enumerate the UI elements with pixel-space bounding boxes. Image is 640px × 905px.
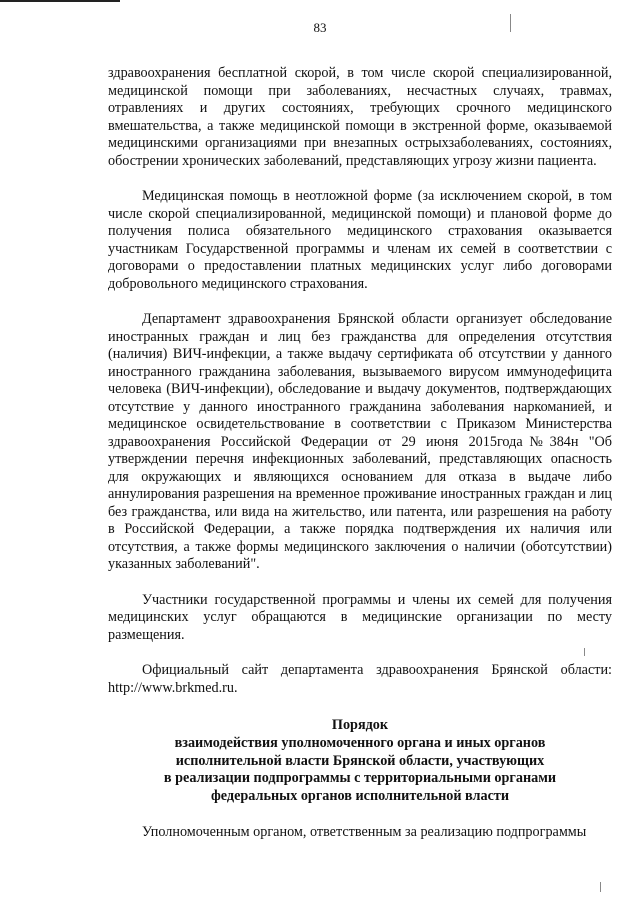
section-heading [108, 717, 612, 806]
paragraph-official-site: Официальный сайт департамента здравоохранения Брянской области: http://www.brkmed.ru. [108, 662, 612, 696]
heading-line: исполнительной власти Брянской области, участвующих [175, 752, 545, 769]
top-rule [0, 0, 120, 2]
paragraph-participants: Участники государственной программы и члены их семей для получения медицинских услуг обращаются в медицинские организации по месту размещения. [108, 591, 612, 643]
paragraph-emergency-care: здравоохранения бесплатной скорой, в том числе скорой специализированной, медицинской помощи при заболеваниях, несчастных случаях, травмах, отравлениях и других состояниях, требующих срочного медицинского вмешательства, а также медицинской помощи в экстренной форме, оказываемой медицинскими организациями при внезапных острыхзаболеваниях, состояниях, обострении хронических заболеваний, представляющих угрозу жизни пациента. [108, 65, 612, 169]
scan-speck [510, 14, 511, 32]
heading-line: Порядок [331, 717, 389, 733]
heading-line: в реализации подпрограммы с территориальными органами [163, 770, 557, 787]
paragraph-hiv-examination: Департамент здравоохранения Брянской области организует обследование иностранных граждан и лиц без гражданства для определения отсутствия (наличия) ВИЧ-инфекции, а также выдачу сертификата об отсутствии у данного иностранного гражданина заболевания, вызываемого вирусом иммунодефицита человека (ВИЧ-инфекции), обследование и выдачу документов, подтверждающих отсутствие у данного иностранного гражданина заболевания наркоманией, и медицинское освидетельствование в соответствии с Приказом Министерства здравоохранения Российской Федерации от 29 июня 2015года№384н "Об утверждении перечня инфекционных заболеваний, представляющих опасность для окружающих и являющихся основанием для отказа в выдаче либо аннулирования разрешения на временное проживание иностранных граждан и лиц без гражданства, или вида на жительство, или патента, или разрешения на работу в Российской Федерации, а также порядка подтверждения их наличия или отсутствия, а также формы медицинского заключения о наличии (оботсутствии) указанных заболеваний". [108, 311, 612, 572]
heading-line: федеральных органов исполнительной власти [210, 788, 510, 805]
document-body [108, 65, 612, 859]
scan-speck [600, 882, 601, 892]
paragraph-urgent-care: Медицинская помощь в неотложной форме (за исключением скорой, в том числе скорой специализированной, медицинской помощи) и плановой форме до получения полиса обязательного медицинского страхования оказывается участникам Государственной программы и членам их семей в соответствии с договорами о предоставлении платных медицинских услуг либо договорами добровольного медицинского страхования. [108, 188, 612, 292]
heading-line: взаимодействия уполномоченного органа и иных органов [174, 734, 546, 751]
scan-speck [584, 648, 585, 656]
paragraph-authorized-body: Уполномоченным органом, ответственным за реализацию подпрограммы [142, 823, 587, 840]
page-number: 83 [313, 20, 327, 35]
